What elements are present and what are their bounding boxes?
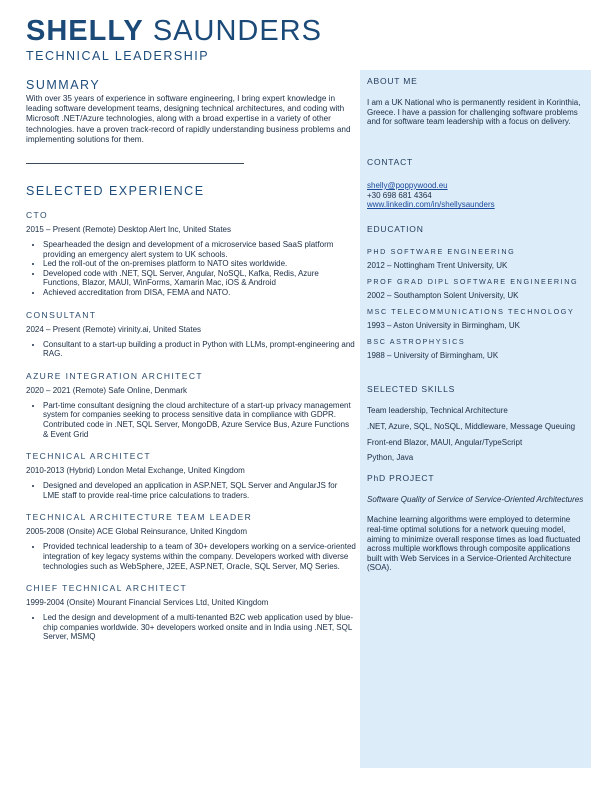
job-entry [26, 451, 356, 500]
education-entry [367, 246, 585, 270]
contact-title: CONTACT [367, 156, 414, 167]
job-bullet: • Part-time consultant designing the cloud architecture of a start-up privacy management system for companies seeking to process sensitive data in compliance with GDPR. Contributed code in .NET, SQL Server, MongoDB, Azure Service Bus, Azure Functions & Event Grid [43, 401, 356, 439]
education-title: EDUCATION [367, 224, 424, 235]
job-bullet: • Provided technical leadership to a team of 30+ developers working on a service-oriented integration of key legacy systems within the company. Developers worked with diverse technologies such as WebSphere, J2EE, ASP.NET, Oracle, SQL Server, MQ Series. [43, 542, 356, 571]
job-bullet: • Led the roll-out of the on-premises platform to NATO sites worldwide. [43, 259, 356, 269]
skills-title: SELECTED SKILLS [367, 384, 456, 395]
about-title: ABOUT ME [367, 76, 418, 86]
education-degree: PHD SOFTWARE ENGINEERING [367, 247, 516, 257]
job-meta: 2010-2013 (Hybrid) London Metal Exchange, United Kingdom [26, 466, 245, 476]
job-meta: 1999-2004 (Onsite) Mourant Financial Services Ltd, United Kingdom [26, 598, 269, 608]
job-meta: 2005-2008 (Onsite) ACE Global Reinsurance, United Kingdom [26, 527, 248, 537]
phd-title: PhD PROJECT [367, 472, 435, 483]
education-detail: 2002 – Southampton Solent University, UK [367, 291, 519, 301]
skills-list [367, 406, 585, 462]
job-bullets [26, 240, 356, 298]
job-entry [26, 512, 356, 571]
job-bullets [26, 401, 356, 439]
email-link[interactable]: shelly@poppywood.eu [367, 180, 448, 190]
job-entry [26, 210, 356, 298]
skill-item: Front-end Blazor, MAUI, Angular/TypeScript [367, 437, 523, 447]
phd-thesis-title: Software Quality of Service of Service-Oriented Architectures [367, 494, 584, 504]
job-bullet: • Achieved accreditation from DISA, FEMA and NATO. [43, 288, 356, 298]
job-role: TECHNICAL ARCHITECTURE TEAM LEADER [26, 512, 253, 523]
job-entry [26, 310, 356, 359]
job-role: CONSULTANT [26, 309, 97, 320]
education-degree: PROF GRAD DIPL SOFTWARE ENGINEERING [367, 277, 579, 287]
education-entry [367, 276, 585, 300]
skill-item: .NET, Azure, SQL, NoSQL, Middleware, Message Queuing [367, 421, 576, 431]
job-bullet: • Spearheaded the design and development of a microservice based SaaS platform providing an emergency alert system to UK schools. [43, 240, 356, 259]
job-entry [26, 583, 356, 642]
job-bullet: • Consultant to a start-up building a product in Python with LLMs, prompt-engineering and RAG. [43, 340, 356, 359]
education-degree: MSC TELECOMMUNICATIONS TECHNOLOGY [367, 307, 575, 317]
job-bullet: • Led the design and development of a multi-tenanted B2C web application used by blue-chip companies worldwide. 30+ developers worked onsite and in India using .NET, SQL Server, MSMQ [43, 613, 356, 642]
job-bullets [26, 481, 356, 500]
education-detail: 1988 – University of Birmingham, UK [367, 351, 499, 361]
education-entry [367, 336, 585, 360]
education-detail: 2012 – Nottingham Trent University, UK [367, 261, 508, 271]
about-text: I am a UK National who is permanently resident in Korinthia, Greece. I have a passion for challenging software problems and for software team leadership with a focus on delivery. [367, 98, 581, 127]
summary-text: With over 35 years of experience in software engineering, I bring expert knowledge in leading software development teams, designing technical architectures, and coding with Microsoft .NET/Azure technologies, along with a broad expertise in a variety of other technologies. have a proven track-record of rapidly understanding business problems and implementing solutions for them. [26, 94, 351, 144]
job-meta: 2024 – Present (Remote) virinity.ai, United States [26, 324, 202, 334]
resume-header [26, 14, 322, 63]
linkedin-link[interactable]: www.linkedin.com/in/shellysaunders [367, 200, 495, 210]
experience-title: SELECTED EXPERIENCE [26, 184, 205, 199]
professional-title: TECHNICAL LEADERSHIP [26, 49, 210, 63]
phd-description: Machine learning algorithms were employed to determine real-time optimal solutions for a network queuing model, aiming to minimize overall response times as load fluctuated across multiple workflows through composite applications built with Web Services in a Service-Oriented Architecture (SOA). [367, 515, 581, 573]
full-name [26, 14, 322, 48]
job-role: CHIEF TECHNICAL ARCHITECT [26, 583, 188, 594]
job-role: AZURE INTEGRATION ARCHITECT [26, 370, 203, 381]
skill-item: Team leadership, Technical Architecture [367, 406, 508, 416]
sidebar [367, 76, 585, 573]
main-column [26, 78, 356, 642]
job-role: CTO [26, 210, 48, 221]
education-entry [367, 306, 585, 330]
education-degree: BSC ASTROPHYSICS [367, 337, 466, 347]
phone-number: +30 698 681 4364 [367, 190, 432, 200]
job-entry [26, 371, 356, 439]
job-meta: 2020 – 2021 (Remote) Safe Online, Denmark [26, 385, 187, 395]
divider [26, 163, 244, 164]
job-bullets [26, 542, 356, 571]
summary-title: SUMMARY [26, 78, 101, 92]
last-name: SAUNDERS [152, 15, 322, 47]
job-bullets [26, 340, 356, 359]
job-bullet: • Designed and developed an application in ASP.NET, SQL Server and AngularJS for LME staff to provide real-time price calculations to traders. [43, 481, 356, 500]
education-detail: 1993 – Aston University in Birmingham, UK [367, 321, 520, 331]
skill-item: Python, Java [367, 453, 414, 463]
first-name: SHELLY [26, 15, 144, 47]
job-role: TECHNICAL ARCHITECT [26, 451, 151, 462]
job-bullets [26, 613, 356, 642]
job-bullet: • Developed code with .NET, SQL Server, Angular, NoSQL, Kafka, Redis, Azure Functions, Blazor, MAUI, WinForms, Xamarin Mac, iOS & Android [43, 269, 356, 288]
job-meta: 2015 – Present (Remote) Desktop Alert Inc, United States [26, 225, 231, 235]
